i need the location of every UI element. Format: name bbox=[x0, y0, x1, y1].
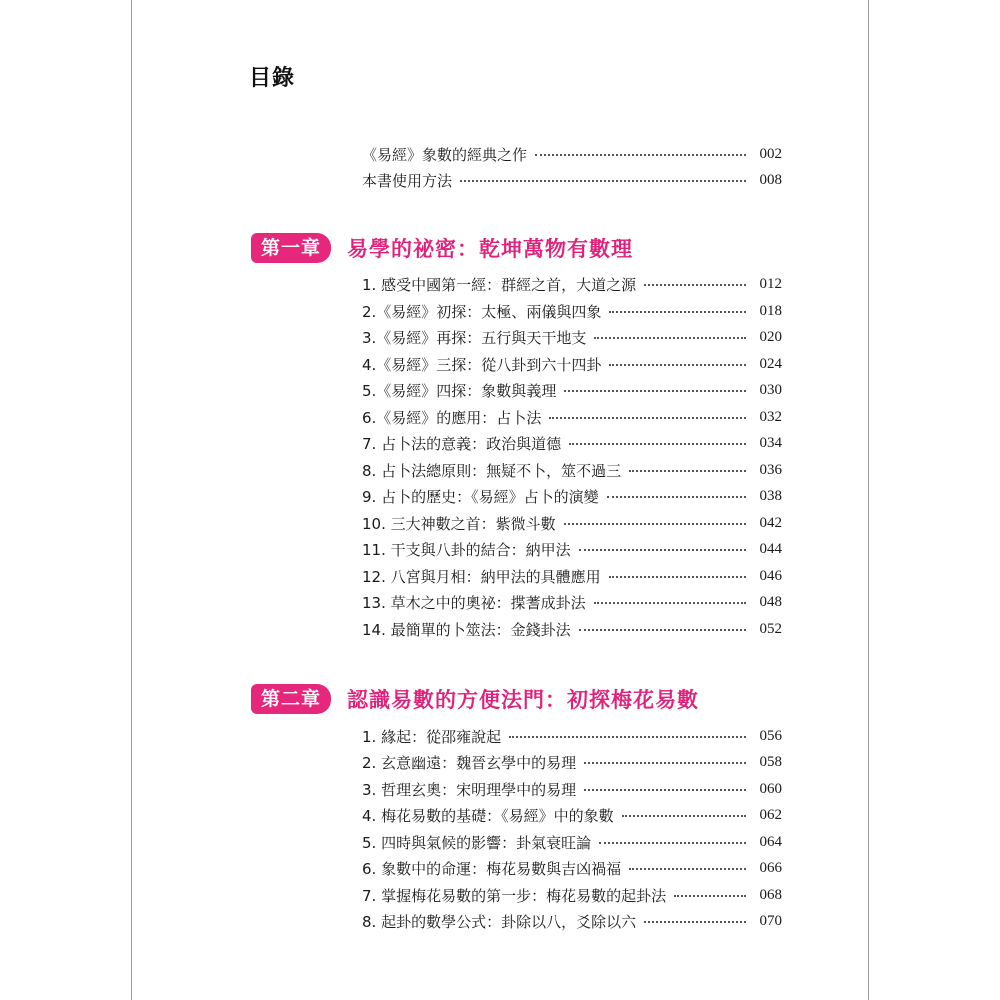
dot-leader bbox=[584, 762, 746, 764]
dot-leader bbox=[564, 523, 746, 525]
toc-entry-title: 1. 感受中國第一經：群經之首，大道之源 bbox=[362, 275, 637, 294]
dot-leader bbox=[509, 736, 746, 738]
toc-entry-title: 本書使用方法 bbox=[362, 171, 453, 190]
toc-entry-title: 13. 草木之中的奧祕：揲蓍成卦法 bbox=[362, 593, 586, 612]
toc-entry-title: 9. 占卜的歷史：《易經》占卜的演變 bbox=[362, 487, 599, 506]
toc-entry[interactable] bbox=[362, 616, 782, 642]
toc-entry[interactable] bbox=[362, 457, 782, 483]
toc-entry-title: 10. 三大神數之首：紫微斗數 bbox=[362, 514, 556, 533]
toc-entry-page: 052 bbox=[759, 620, 782, 637]
toc-entry-page: 012 bbox=[759, 275, 782, 292]
toc-entry[interactable] bbox=[362, 829, 782, 855]
toc-entry[interactable] bbox=[362, 536, 782, 562]
toc-entry[interactable] bbox=[362, 167, 782, 193]
toc-entry-title: 5. 四時與氣候的影響：卦氣衰旺論 bbox=[362, 833, 592, 852]
dot-leader bbox=[535, 154, 746, 156]
toc-entry-title: 3. 哲理玄奧：宋明理學中的易理 bbox=[362, 780, 577, 799]
toc-entry-page: 060 bbox=[759, 780, 782, 797]
toc-entry[interactable] bbox=[362, 141, 782, 167]
toc-entry[interactable] bbox=[362, 908, 782, 934]
dot-leader bbox=[629, 470, 746, 472]
dot-leader bbox=[549, 417, 746, 419]
toc-entry[interactable] bbox=[362, 298, 782, 324]
toc-entry[interactable] bbox=[362, 483, 782, 509]
dot-leader bbox=[594, 602, 746, 604]
dot-leader bbox=[609, 364, 746, 366]
toc-entry-page: 030 bbox=[759, 381, 782, 398]
toc-entry-title: 7. 掌握梅花易數的第一步：梅花易數的起卦法 bbox=[362, 886, 667, 905]
toc-entry[interactable] bbox=[362, 563, 782, 589]
toc-entry-page: 042 bbox=[759, 514, 782, 531]
toc-entry-title: 5.《易經》四探：象數與義理 bbox=[362, 381, 557, 400]
dot-leader bbox=[609, 576, 746, 578]
toc-entry-page: 032 bbox=[759, 408, 782, 425]
toc-entry[interactable] bbox=[362, 882, 782, 908]
dot-leader bbox=[564, 390, 746, 392]
toc-entry-title: 3.《易經》再探：五行與天干地支 bbox=[362, 328, 587, 347]
toc-entry[interactable] bbox=[362, 404, 782, 430]
toc-entry-title: 14. 最簡單的卜筮法：金錢卦法 bbox=[362, 620, 571, 639]
chapter-title: 易學的祕密：乾坤萬物有數理 bbox=[347, 237, 634, 261]
dot-leader bbox=[584, 789, 746, 791]
toc-entry-title: 6.《易經》的應用：占卜法 bbox=[362, 408, 542, 427]
toc-entry-page: 068 bbox=[759, 886, 782, 903]
toc-entry-title: 8. 占卜法總原則：無疑不卜，筮不過三 bbox=[362, 461, 622, 480]
chapter-title: 認識易數的方便法門：初探梅花易數 bbox=[347, 688, 700, 712]
toc-entry[interactable] bbox=[362, 510, 782, 536]
dot-leader bbox=[607, 496, 746, 498]
toc-entry-page: 062 bbox=[759, 806, 782, 823]
chapter-heading[interactable] bbox=[251, 232, 633, 264]
toc-entry-title: 4.《易經》三探：從八卦到六十四卦 bbox=[362, 355, 602, 374]
toc-entry-page: 046 bbox=[759, 567, 782, 584]
dot-leader bbox=[460, 180, 746, 182]
toc-entry-page: 044 bbox=[759, 540, 782, 557]
dot-leader bbox=[594, 337, 746, 339]
toc-entry-title: 2. 玄意幽遠：魏晉玄學中的易理 bbox=[362, 753, 577, 772]
toc-entry[interactable] bbox=[362, 324, 782, 350]
chapter-heading[interactable] bbox=[251, 683, 699, 715]
toc-entry-page: 070 bbox=[759, 912, 782, 929]
toc-entry-page: 018 bbox=[759, 302, 782, 319]
dot-leader bbox=[629, 868, 746, 870]
toc-entry-page: 036 bbox=[759, 461, 782, 478]
toc-entry[interactable] bbox=[362, 430, 782, 456]
toc-entry-page: 002 bbox=[759, 145, 782, 162]
toc-entry[interactable] bbox=[362, 589, 782, 615]
toc-entry-title: 2.《易經》初探：太極、兩儀與四象 bbox=[362, 302, 602, 321]
toc-entry-title: 《易經》象數的經典之作 bbox=[362, 145, 528, 164]
page-title: 目錄 bbox=[249, 66, 296, 91]
dot-leader bbox=[622, 815, 746, 817]
dot-leader bbox=[579, 629, 746, 631]
toc-entry[interactable] bbox=[362, 776, 782, 802]
toc-entry-page: 038 bbox=[759, 487, 782, 504]
dot-leader bbox=[579, 549, 746, 551]
toc-entry[interactable] bbox=[362, 351, 782, 377]
chapter-badge: 第二章 bbox=[251, 684, 331, 714]
toc-entry[interactable] bbox=[362, 271, 782, 297]
toc-entry-page: 034 bbox=[759, 434, 782, 451]
toc-entry-title: 11. 干支與八卦的結合：納甲法 bbox=[362, 540, 571, 559]
dot-leader bbox=[644, 921, 746, 923]
dot-leader bbox=[674, 895, 746, 897]
toc-entry[interactable] bbox=[362, 723, 782, 749]
toc-entry-page: 058 bbox=[759, 753, 782, 770]
dot-leader bbox=[599, 842, 746, 844]
toc-entry[interactable] bbox=[362, 855, 782, 881]
toc-entry-page: 056 bbox=[759, 727, 782, 744]
chapter-badge: 第一章 bbox=[251, 233, 331, 263]
toc-entry-page: 048 bbox=[759, 593, 782, 610]
toc-entry-title: 4. 梅花易數的基礎：《易經》中的象數 bbox=[362, 806, 614, 825]
dot-leader bbox=[569, 443, 746, 445]
dot-leader bbox=[609, 311, 746, 313]
toc-entry-page: 064 bbox=[759, 833, 782, 850]
toc-entry-title: 8. 起卦的數學公式：卦除以八，爻除以六 bbox=[362, 912, 637, 931]
toc-entry-page: 020 bbox=[759, 328, 782, 345]
toc-entry-page: 008 bbox=[759, 171, 782, 188]
toc-entry-page: 066 bbox=[759, 859, 782, 876]
dot-leader bbox=[644, 284, 746, 286]
toc-entry-title: 12. 八宮與月相：納甲法的具體應用 bbox=[362, 567, 601, 586]
toc-entry[interactable] bbox=[362, 802, 782, 828]
toc-entry-title: 6. 象數中的命運：梅花易數與吉凶禍福 bbox=[362, 859, 622, 878]
toc-entry-title: 1. 緣起：從邵雍說起 bbox=[362, 727, 502, 746]
toc-entry-page: 024 bbox=[759, 355, 782, 372]
toc-entry[interactable] bbox=[362, 749, 782, 775]
toc-entry[interactable] bbox=[362, 377, 782, 403]
toc-entry-title: 7. 占卜法的意義：政治與道德 bbox=[362, 434, 562, 453]
